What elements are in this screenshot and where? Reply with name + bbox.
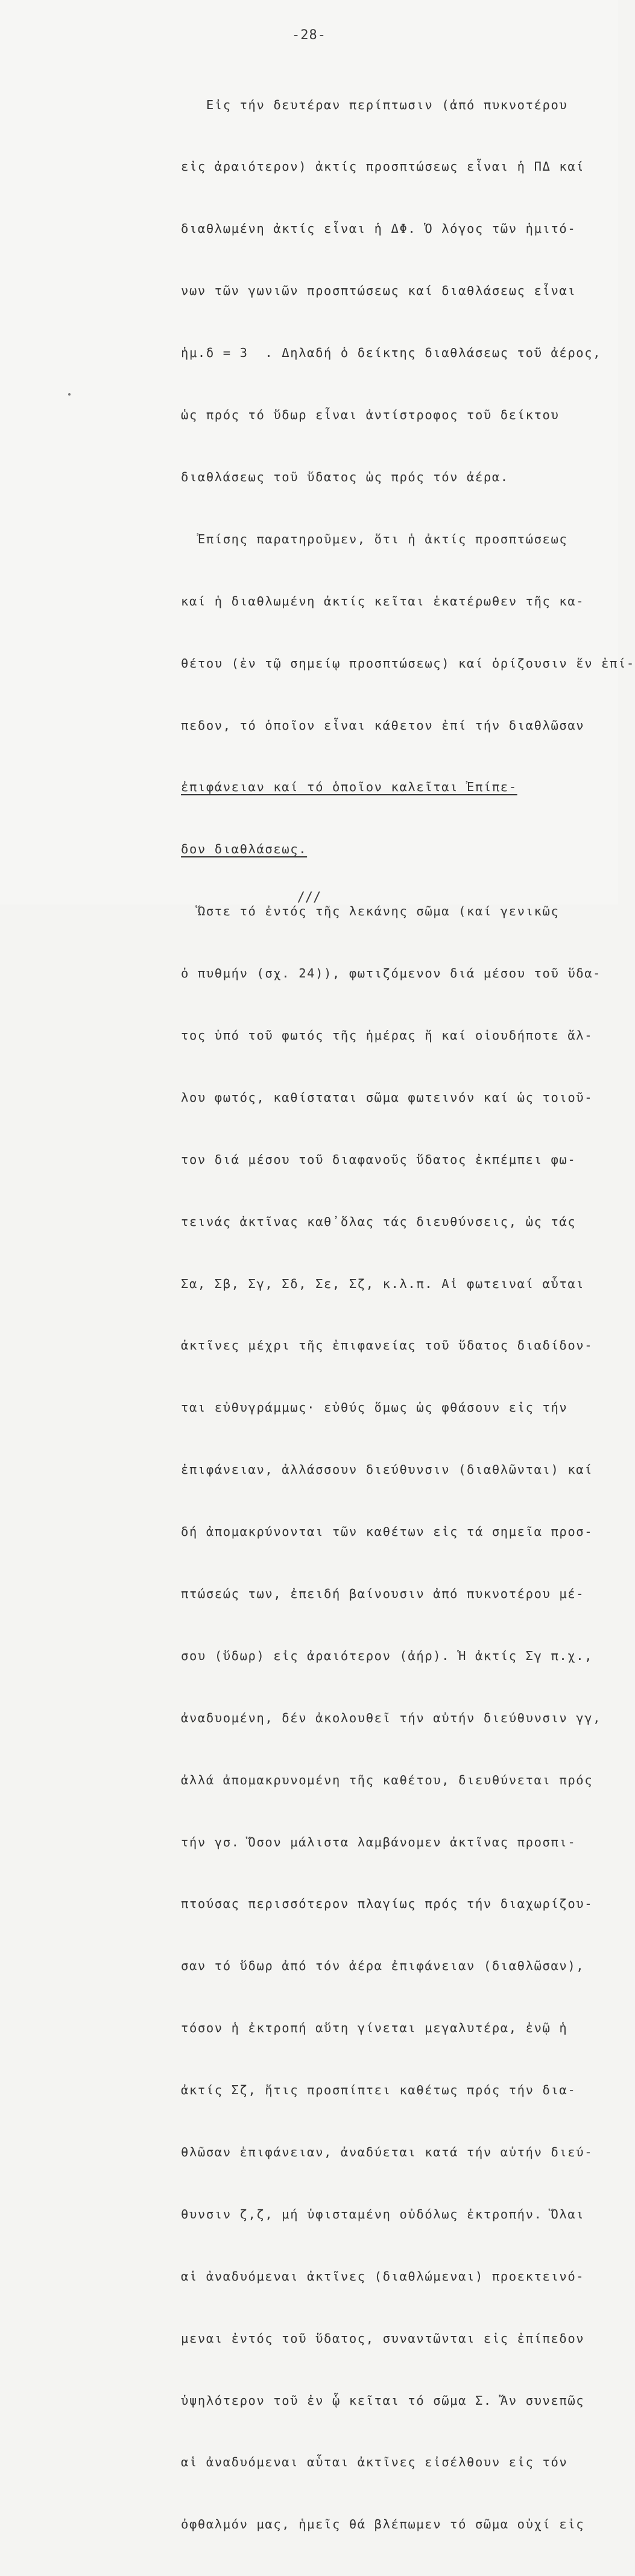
text-line: τος ὑπό τοῦ φωτός τῆς ἡμέρας ἤ καί οἱουδήποτε ἄλ- <box>181 1028 593 1043</box>
text-line: θέτου (ἐν τῷ σημείῳ προσπτώσεως) καί ὁρίζουσιν ἕν ἐπί- <box>181 655 635 671</box>
text-line: ἐπιφάνειαν, ἀλλάσσουν διεύθυνσιν (διαθλῶνται) καί <box>181 1462 593 1477</box>
text-line: πτούσας περισσότερον πλαγίως πρός τήν διαχωρίζου- <box>181 1896 593 1911</box>
text-line: ἀναδυομένη, δέν ἀκολουθεῖ τήν αὐτήν διεύθυνσιν γγ, <box>181 1710 602 1725</box>
text-line: Εἰς τήν δευτέραν περίπτωσιν (ἀπό πυκνοτέρου <box>181 97 568 112</box>
text-line: ὀφθαλμόν μας, ἡμεῖς θά βλέπωμεν τό σῶμα οὐχί εἰς <box>181 2517 585 2532</box>
text-line: τόσον ἡ ἐκτροπή αὕτη γίνεται μεγαλυτέρα, ἐνῷ ἡ <box>181 2021 568 2036</box>
text-line: πτώσεώς των, ἐπειδή βαίνουσιν ἀπό πυκνοτέρου μέ- <box>181 1586 585 1601</box>
text-line: σου (ὕδωρ) εἰς ἀραιότερον (ἀήρ). Ἡ ἀκτίς Σγ π.χ., <box>181 1648 593 1663</box>
text-line: σαν τό ὕδωρ ἀπό τόν ἀέρα ἐπιφάνειαν (διαθλῶσαν), <box>181 1959 585 1974</box>
text-line: εἰς ἀραιότερον) ἀκτίς προσπτώσεως εἶναι ἡ ΠΔ καί <box>181 159 585 174</box>
text-line: ὁ πυθμήν (σχ. 24)), φωτιζόμενον διά μέσου τοῦ ὕδα- <box>181 966 602 981</box>
text-line-term: δον διαθλάσεως. <box>181 842 308 857</box>
margin-dot <box>68 393 71 396</box>
text-line: ται εὐθυγράμμως· εὐθύς ὅμως ὡς φθάσουν εἰς τήν <box>181 1400 568 1415</box>
text-line: τεινάς ἀκτῖνας καθ᾽ὅλας τάς διευθύνσεις, ὡς τάς <box>181 1214 577 1229</box>
text-line: τήν γσ. Ὅσον μάλιστα λαμβάνομεν ἀκτῖνας προσπι- <box>181 1834 577 1849</box>
text-line: ἡμ.δ = 3 . Δηλαδή ὁ δείκτης διαθλάσεως τοῦ ἀέρος, <box>181 346 602 361</box>
continuation-mark: /// <box>297 890 321 905</box>
text-line: ὑψηλότερον τοῦ ἐν ᾧ κεῖται τό σῶμα Σ. Ἄν συνεπῶς <box>181 2393 585 2408</box>
text-line: θλῶσαν ἐπιφάνειαν, ἀναδύεται κατά τήν αὐτήν διεύ- <box>181 2144 593 2159</box>
text-line: αἱ ἀναδυόμεναι αὗται ἀκτῖνες εἰσέλθουν εἰς τόν <box>181 2455 568 2470</box>
page-number: -28- <box>292 28 326 43</box>
text-line: αἱ ἀναδυόμεναι ἀκτῖνες (διαθλώμεναι) προεκτεινό- <box>181 2268 585 2284</box>
text-line: μεναι ἐντός τοῦ ὕδατος, συναντῶνται εἰς ἐπίπεδον <box>181 2331 585 2346</box>
text-line: ἀλλά ἀπομακρυνομένη τῆς καθέτου, διευθύνεται πρός <box>181 1772 593 1787</box>
text-line: Ὥστε τό ἐντός τῆς λεκάνης σῶμα (καί γενικῶς <box>181 904 560 919</box>
text-line: δή ἀπομακρύνονται τῶν καθέτων εἰς τά σημεῖα προσ- <box>181 1524 593 1539</box>
text-line: καί ἡ διαθλωμένη ἀκτίς κεῖται ἑκατέρωθεν τῆς κα- <box>181 593 585 608</box>
text-line: ἀκτίς Σζ, ἥτις προσπίπτει καθέτως πρός τήν δια- <box>181 2083 577 2098</box>
text-line: λου φωτός, καθίσταται σῶμα φωτεινόν καί ὡς τοιοῦ- <box>181 1090 593 1105</box>
text-line: νων τῶν γωνιῶν προσπτώσεως καί διαθλάσεως εἶναι <box>181 283 577 298</box>
text-line: ὡς πρός τό ὕδωρ εἶναι ἀντίστροφος τοῦ δείκτου <box>181 408 560 423</box>
text-line: Ἐπίσης παρατηροῦμεν, ὅτι ἡ ἀκτίς προσπτώσεως <box>181 531 568 546</box>
text-line: Σα, Σβ, Σγ, Σδ, Σε, Σζ, κ.λ.π. Αἱ φωτειναί αὗται <box>181 1276 585 1291</box>
text-line: ἀκτῖνες μέχρι τῆς ἐπιφανείας τοῦ ὕδατος διαδίδον- <box>181 1338 593 1353</box>
body-text <box>181 53 635 2576</box>
text-line: πεδον, τό ὁποῖον εἶναι κάθετον ἐπί τήν διαθλῶσαν <box>181 718 585 733</box>
text-line: διαθλάσεως τοῦ ὕδατος ὡς πρός τόν ἀέρα. <box>181 469 509 484</box>
text-line: τον διά μέσου τοῦ διαφανοῦς ὕδατος ἐκπέμπει φω- <box>181 1152 577 1167</box>
text-line-term: ἐπιφάνειαν καί τό ὁποῖον καλεῖται Ἐπίπε- <box>181 780 517 795</box>
text-line: διαθλωμένη ἀκτίς εἶναι ἡ ΔΦ. Ὁ λόγος τῶν ἡμιτό- <box>181 221 577 236</box>
text-line: θυνσιν ζ,ζ, μή ὑφισταμένη οὐδόλως ἐκτροπήν. Ὅλαι <box>181 2206 585 2221</box>
